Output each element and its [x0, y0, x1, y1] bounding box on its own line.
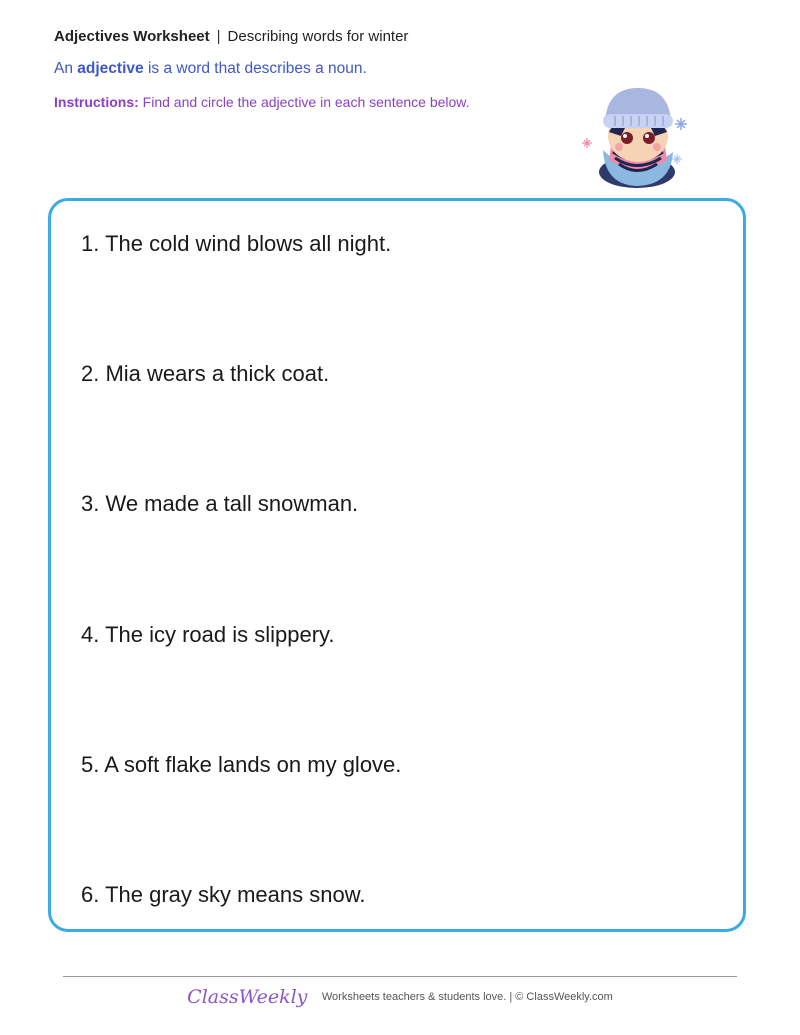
instructions	[54, 94, 470, 110]
footer-tagline: Worksheets teachers & students love. | © ClassWeekly.com	[321, 991, 613, 1003]
winter-child-illustration-icon	[575, 80, 695, 192]
definition-keyword: adjective	[77, 60, 144, 77]
question-1: 1. The cold wind blows all night.	[81, 231, 392, 256]
question-6: 6. The gray sky means snow.	[81, 882, 366, 907]
instructions-text: Find and circle the adjective in each sentence below.	[142, 94, 470, 110]
instructions-label: Instructions:	[54, 94, 139, 110]
footer-divider	[63, 976, 737, 977]
question-2: 2. Mia wears a thick coat.	[81, 361, 330, 386]
questions-box	[48, 198, 746, 932]
brand-logo: ClassWeekly	[187, 986, 308, 1008]
definition-prefix: An	[54, 60, 73, 77]
adjective-definition	[54, 60, 367, 78]
worksheet-title: Adjectives Worksheet	[54, 28, 210, 45]
worksheet-header	[54, 28, 408, 46]
worksheet-subtitle: Describing words for winter	[227, 28, 409, 45]
title-row	[54, 28, 408, 46]
title-separator: |	[216, 28, 221, 45]
question-4: 4. The icy road is slippery.	[81, 622, 335, 647]
question-5: 5. A soft flake lands on my glove.	[81, 752, 402, 777]
question-3: 3. We made a tall snowman.	[81, 491, 359, 516]
definition-suffix: is a word that describes a noun.	[147, 60, 367, 77]
footer	[0, 986, 800, 1008]
